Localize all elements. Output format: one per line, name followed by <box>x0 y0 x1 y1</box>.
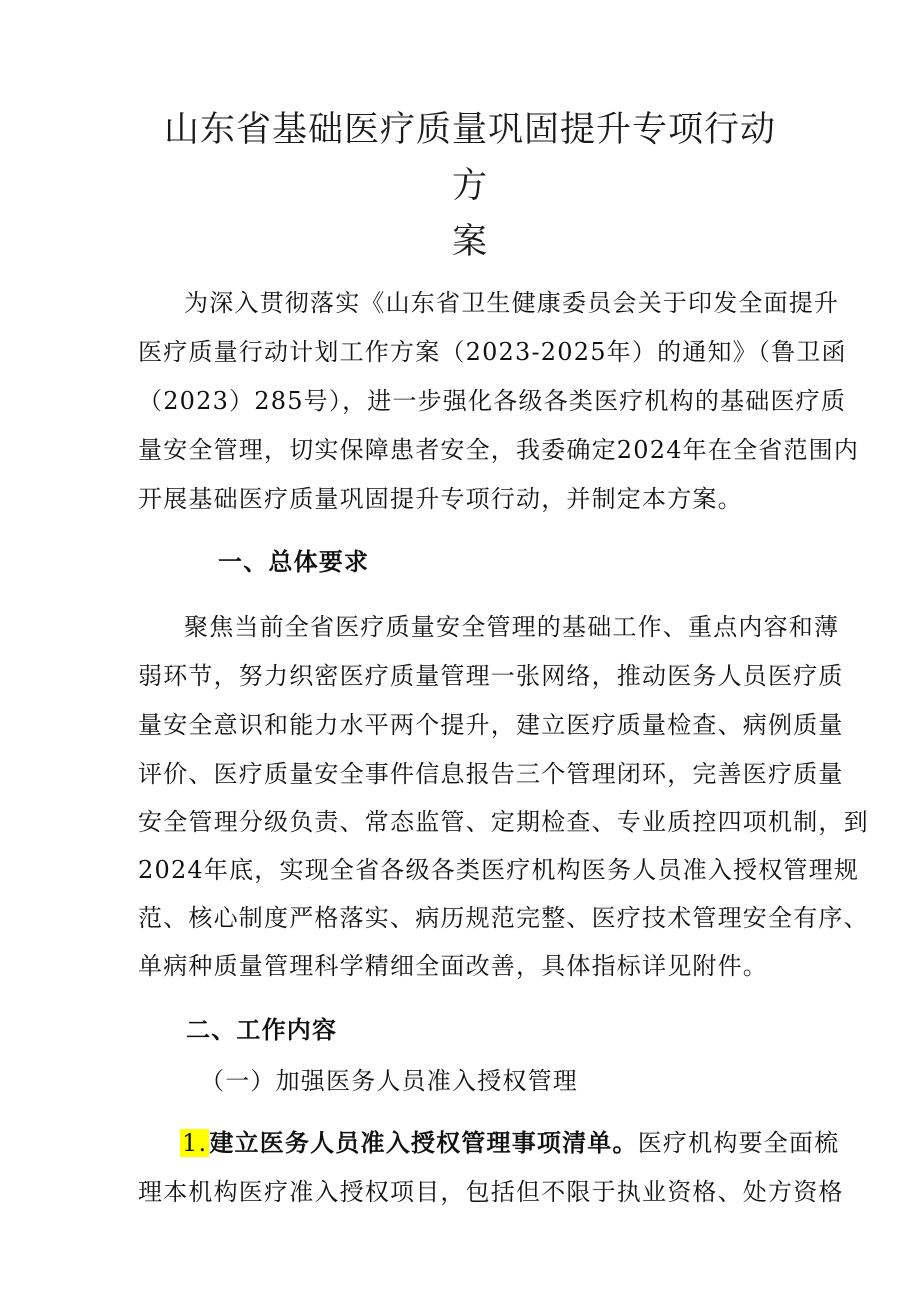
subsection-heading-1: （一）加强医务人员准入授权管理 <box>200 1067 578 1095</box>
intro-line-4: 量安全管理，切实保障患者安全，我委确定2024年在全省范围内 <box>138 436 860 464</box>
intro-line-5: 开展基础医疗质量巩固提升专项行动，并制定本方案。 <box>138 485 743 513</box>
document-title <box>160 102 780 270</box>
item-1-line-2: 理本机构医疗准入授权项目，包括但不限于执业资格、处方资格 <box>138 1178 844 1206</box>
intro-line-1: 为深入贯彻落实《山东省卫生健康委员会关于印发全面提升 <box>184 289 840 317</box>
section1-line-5: 安全管理分级负责、常态监管、定期检查、专业质控四项机制，到 <box>138 808 869 836</box>
item-number-highlight: 1. <box>182 1129 208 1157</box>
title-line-1: 山东省基础医疗质量巩固提升专项行动方 <box>163 110 776 206</box>
section-heading-general-requirements: 一、总体要求 <box>218 547 370 576</box>
item-1-line-1 <box>180 1128 839 1158</box>
intro-line-2: 医疗质量行动计划工作方案（2023-2025年）的通知》（鲁卫函 <box>138 338 847 366</box>
section1-line-8: 单病种质量管理科学精细全面改善，具体指标详见附件。 <box>138 952 768 980</box>
item-1-text: 医疗机构要全面梳 <box>637 1129 840 1157</box>
section1-line-1: 聚焦当前全省医疗质量安全管理的基础工作、重点内容和薄 <box>184 613 840 641</box>
section1-line-6: 2024年底，实现全省各级各类医疗机构医务人员准入授权管理规 <box>138 856 860 884</box>
section1-line-7: 范、核心制度严格落实、病历规范完整、医疗技术管理安全有序、 <box>138 904 869 932</box>
title-line-2: 案 <box>451 222 488 262</box>
section1-line-2: 弱环节，努力织密医疗质量管理一张网络，推动医务人员医疗质 <box>138 662 844 690</box>
section1-line-3: 量安全意识和能力水平两个提升，建立医疗质量检查、病例质量 <box>138 711 844 739</box>
section1-line-4: 评价、医疗质量安全事件信息报告三个管理闭环，完善医疗质量 <box>138 760 844 788</box>
item-1-bold-heading: 建立医务人员准入授权管理事项清单。 <box>209 1128 638 1157</box>
section-heading-work-content: 二、工作内容 <box>186 1015 338 1044</box>
intro-line-3: （2023）285号），进一步强化各级各类医疗机构的基础医疗质 <box>138 387 847 415</box>
